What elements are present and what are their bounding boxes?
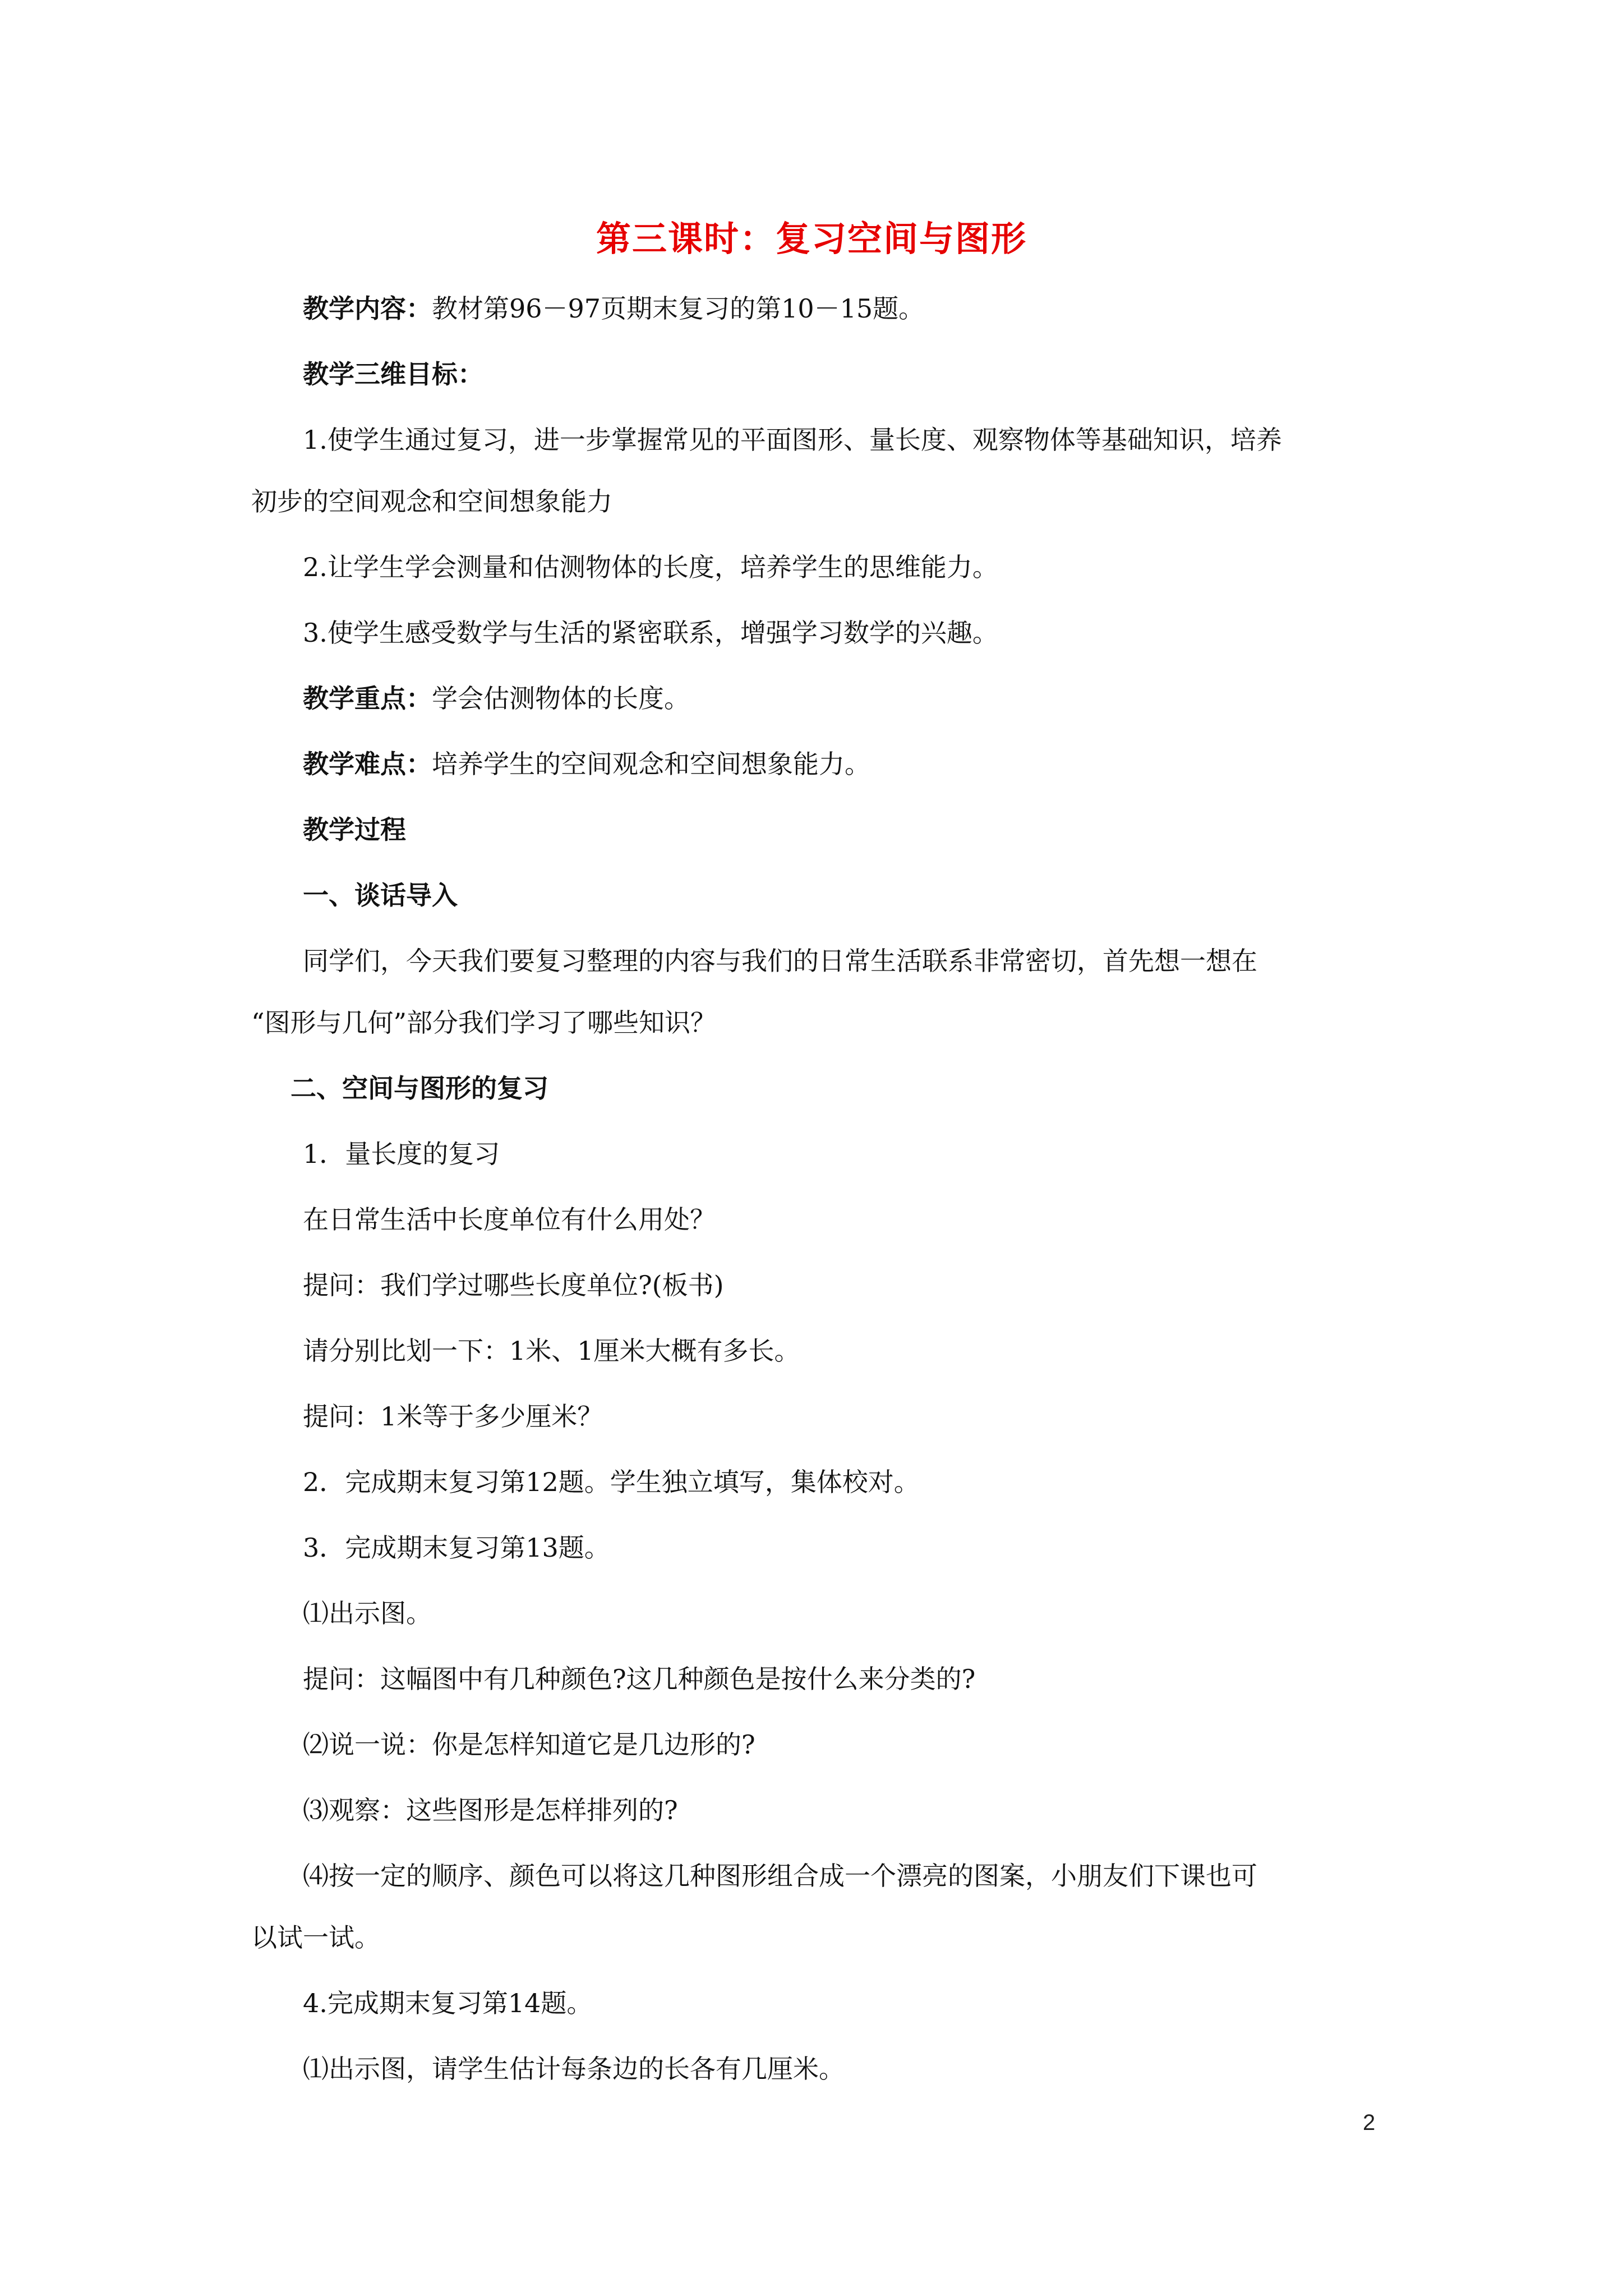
item-2: 2．完成期末复习第12题。学生独立填写，集体校对。: [303, 1467, 920, 1497]
item-1: 1．量长度的复习: [303, 1139, 500, 1169]
item-3-step-3: ⑶观察：这些图形是怎样排列的?: [303, 1795, 678, 1825]
document-body: [251, 292, 1384, 2118]
page-title: 第三课时：复习空间与图形: [596, 218, 1027, 259]
item-1-question-4: 提问：1米等于多少厘米？: [303, 1401, 603, 1432]
key-point-text: 学会估测物体的长度。: [432, 683, 690, 714]
item-1-question-1: 在日常生活中长度单位有什么用处？: [303, 1204, 716, 1235]
difficulty-text: 培养学生的空间观念和空间想象能力。: [432, 749, 870, 779]
teaching-content-label: 教学内容：: [303, 293, 432, 324]
item-3-step-4-line-2: 以试一试。: [251, 1922, 380, 1953]
intro-line-1: 同学们，今天我们要复习整理的内容与我们的日常生活联系非常密切，首先想一想在: [303, 946, 1257, 976]
teaching-difficulty: [251, 747, 1384, 781]
item-1-question-3: 请分别比划一下：1米、1厘米大概有多长。: [303, 1336, 800, 1366]
item-3-step-2: ⑵说一说：你是怎样知道它是几边形的?: [303, 1729, 755, 1760]
item-4-step-1: ⑴出示图，请学生估计每条边的长各有几厘米。: [303, 2054, 845, 2084]
item-3-step-1: ⑴出示图。: [303, 1598, 432, 1628]
teaching-key-point: [251, 682, 1384, 715]
item-1-question-2: 提问：我们学过哪些长度单位?(板书): [303, 1270, 724, 1300]
teaching-content: [251, 292, 1384, 325]
goals-heading: 教学三维目标：: [303, 359, 483, 389]
goal-1-line-2: 初步的空间观念和空间想象能力: [251, 486, 612, 517]
item-4: 4.完成期末复习第14题。: [303, 1988, 593, 2018]
difficulty-label: 教学难点：: [303, 749, 432, 779]
item-3: 3．完成期末复习第13题。: [303, 1533, 610, 1563]
goal-2: 2.让学生学会测量和估测物体的长度，培养学生的思维能力。: [303, 552, 998, 582]
key-point-label: 教学重点：: [303, 683, 432, 714]
intro-paragraph: [251, 944, 1384, 1039]
goal-3: 3.使学生感受数学与生活的紧密联系，增强学习数学的兴趣。: [303, 618, 998, 648]
process-heading: 教学过程: [303, 815, 406, 845]
item-3-step-4: [251, 1859, 1384, 1954]
teaching-content-text: 教材第96－97页期末复习的第10－15题。: [432, 293, 925, 324]
section-1-heading: 一、谈话导入: [303, 880, 458, 910]
page-number: 2: [1363, 2110, 1376, 2135]
goal-1: [251, 423, 1384, 518]
section-2-heading: 二、空间与图形的复习: [291, 1073, 548, 1103]
goal-1-line-1: 1.使学生通过复习，进一步掌握常见的平面图形、量长度、观察物体等基础知识，培养: [303, 425, 1282, 455]
item-3-question: 提问：这幅图中有几种颜色?这几种颜色是按什么来分类的?: [303, 1664, 976, 1694]
intro-line-2: “图形与几何”部分我们学习了哪些知识？: [251, 1007, 717, 1038]
item-3-step-4-line-1: ⑷按一定的顺序、颜色可以将这几种图形组合成一个漂亮的图案，小朋友们下课也可: [303, 1861, 1257, 1891]
